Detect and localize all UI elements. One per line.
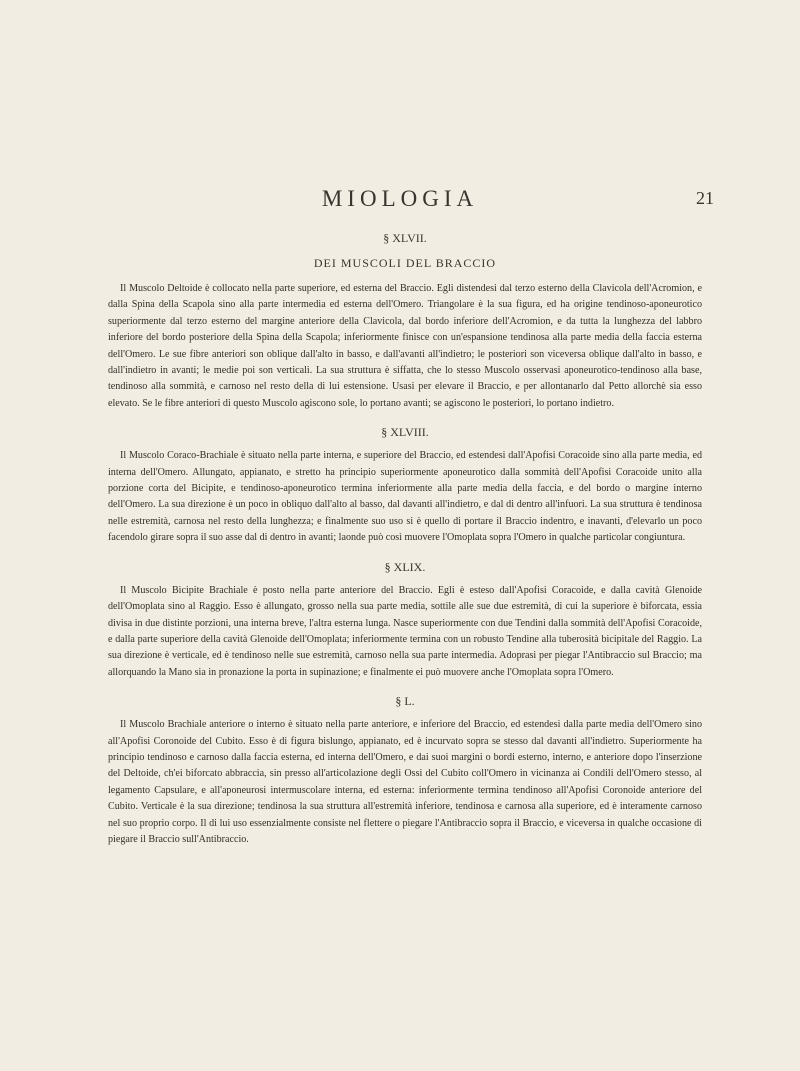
page-number: 21 [696, 188, 714, 208]
page-header [0, 186, 800, 216]
running-title: MIOLOGIA [321, 186, 479, 211]
paragraph-brachiale-anteriore: Il Muscolo Brachiale anteriore o interno è situato nella parte anteriore, e inferiore del Braccio, ed estendesi dalla parte media dell'Omero sino all'Apofisi Coronoide del Cubito. Esso è di figura bislungo, appianato, ed è incurvato sopra se stesso dal davanti all'indietro. Superiormente ha principio tendinoso e carnoso dalla faccia esterna, ed interna dell'Omero, e dai suoi margini o bordi esterno, interno, e anteriore dopo l'inserzione del Deltoide, ch'ei biforcato abbraccia, sin presso all'articolazione degli Ossi del Cubito coll'Omero in vicinanza ai Condili dell'Omero stesso, al legamento Capsulare, e all'aponeurosi intermuscolare interna, ed esterna: inferiormente termina tendinoso all'Apofisi Coronoide anteriore del Cubito. Verticale è la sua direzione; tendinosa la sua struttura all'estremità inferiore, tendinosa e carnosa alla superiore, ed è interamente carnoso nel suo proprio corpo. Il di lui uso essenzialmente consiste nel flettere o piegare l'Antibraccio sopra il Braccio, e viceversa in qualche occasione di piegare il Braccio sull'Antibraccio. [108, 719, 702, 845]
paragraph-deltoide: Il Muscolo Deltoide è collocato nella parte superiore, ed esterna del Braccio. Egli distendesi dal terzo esterno della Clavicola dell'Acromion, e dalla Spina della Scapola sino alla parte intermedia ed esterna dell'Omero. Triangolare è la sua figura, ed ha origine tendinoso-aponeurotico superiormente dal terzo esterno del margine anteriore della Clavicola, dal bordo inferiore dell'Acromion, e da tutta la lunghezza del labbro inferiore del bordo posteriore della Spina della Scapola; inferiormente finisce con un'espansione tendinosa alla parte media della faccia esterna dell'Omero. Le sue fibre anteriori son oblique dall'alto in basso, e dall'avanti all'indietro; le posteriori son viceversa oblique dall'alto in basso, e dall'indietro in avanti; le medie poi son verticali. La sua struttura è siffatta, che lo stesso Muscolo osservasi aponeurotico-tendinoso alla base, tendinoso alla sommità, e carnoso nel resto della di lui estensione. Usasi per elevare il Braccio, e per allontanarlo dal Petto allorchè sia esso elevato. Se le fibre anteriori di questo Muscolo agiscono sole, lo portano avanti; se agiscono le posteriori, lo portano indietro. [108, 283, 702, 409]
section-mark-47: § XLVII. [383, 231, 427, 245]
section-mark-48: § XLVIII. [381, 425, 429, 440]
chapter-title: DEI MUSCOLI DEL BRACCIO [313, 256, 497, 270]
page-body [108, 228, 702, 848]
paragraph-coraco-brachiale: Il Muscolo Coraco-Brachiale è situato nella parte interna, e superiore del Braccio, ed estendesi dall'Apofisi Coracoide sino alla parte media, ed interna dell'Omero. Allungato, appianato, e stretto ha principio superiormente aponeurotico dalla sommità dell'Apofisi Coracoide unito alla porzione corta del Bicipite, e tendinoso-aponeurotico termina inferiormente alla parte media della faccia, e del bordo o margine interno dell'Omero. La sua direzione è un poco in obliquo dall'alto al basso, dal davanti all'indietro, e dal di dentro all'infuori. La sua struttura è tendinosa nelle estremità, carnosa nel resto della lunghezza; e finalmente suo uso si è quello di portare il Braccio indentro, e inavanti, d'elevarlo un poco facendolo girare sopra il suo asse dal di dentro in avanti; laonde può così muovere l'Omoplata sopra l'Omero in qualche particolar congiuntura. [108, 450, 702, 544]
section-mark-50: § L. [395, 694, 415, 709]
paragraph-bicipite: Il Muscolo Bicipite Brachiale è posto nella parte anteriore del Braccio. Egli è esteso dall'Apofisi Coracoide, e dalla cavità Glenoide dell'Omoplata sino al Raggio. Esso è allungato, grosso nella sua parte media, sottile alle sue due estremità, di cui la superiore è biforcata, essia divisa in due distinte porzioni, una interna breve, l'altra esterna lunga. Nasce superiormente con due Tendini dalla sommità dell'Apofisi Coracoide, e dalla parte superiore della cavità Glenoide dell'Omoplata; inferiormente termina con un robusto Tendine alla tuberosità bicipitale del Raggio. La sua direzione è verticale, ed è tendinoso nelle sue estremità, carnoso nella sua parte intermedia. Adoprasi per piegar l'Antibraccio sul Braccio; ma allorquando la Mano sia in pronazione la porta in supinazione; e finalmente ei può muovere anche l'Omoplata sopra l'Omero. [108, 584, 702, 678]
section-mark-49: § XLIX. [384, 559, 426, 574]
